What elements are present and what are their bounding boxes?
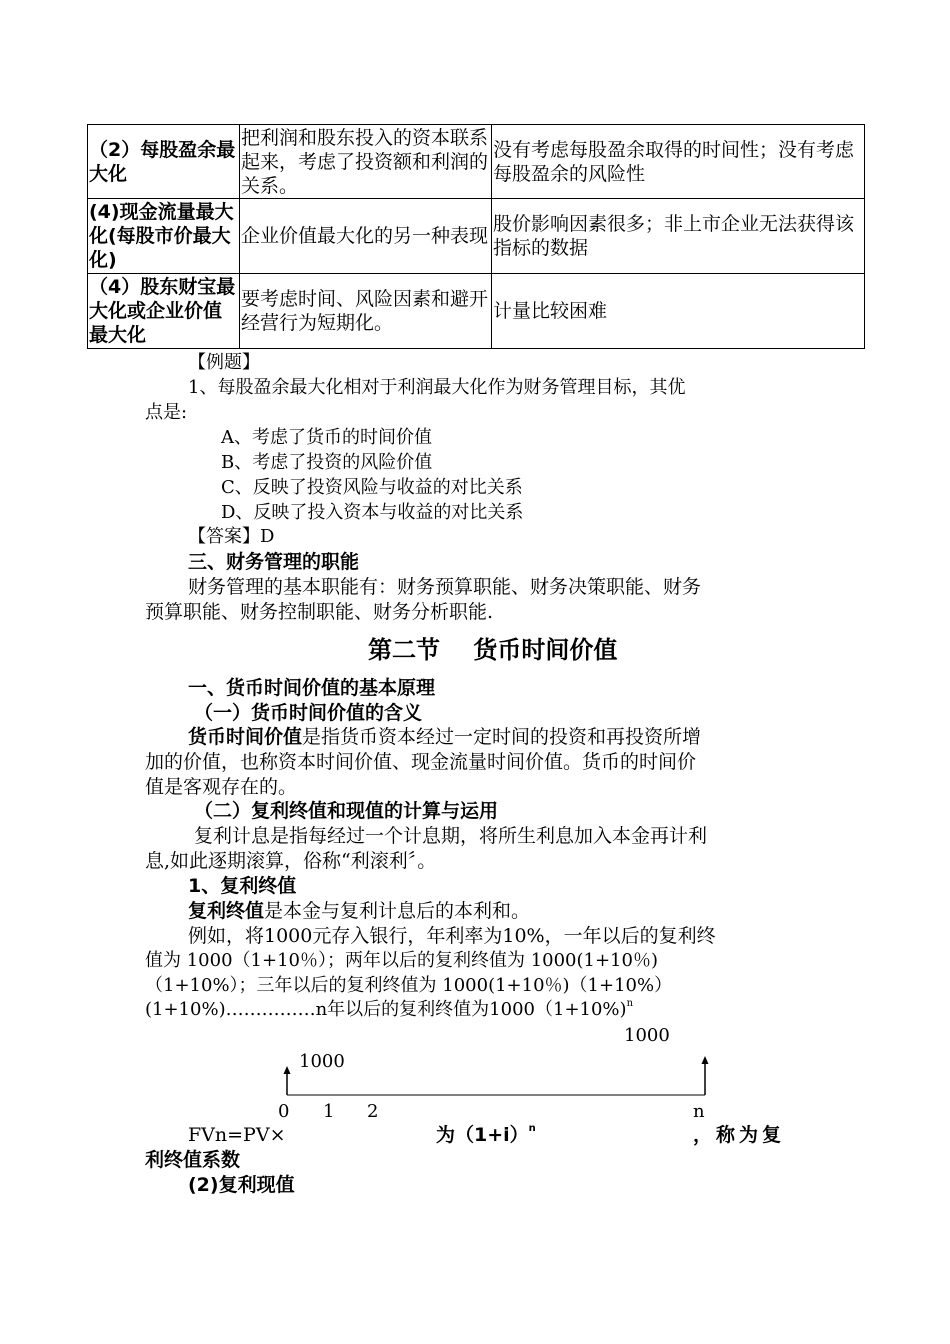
- paragraph-line: 值是客观存在的。: [145, 776, 298, 798]
- definition-text: 是指货币资本经过一定时间的投资和再投资所增: [302, 726, 702, 748]
- paragraph-line: 财务管理的基本职能有：财务预算职能、财务决策职能、财务: [188, 576, 702, 598]
- goal-cell: (4)现金流量最大化(每股市价最大化): [88, 199, 240, 274]
- paragraph-text: (1+10%)……………n年以后的复利终值为1000（1+10%): [145, 999, 627, 1020]
- goal-cell: （2）每股盈余最大化: [88, 125, 240, 199]
- timeline-diagram: [270, 1050, 720, 1110]
- drawback-cell: 没有考虑每股盈余取得的时间性；没有考虑每股盈余的风险性: [492, 125, 865, 199]
- section-heading: 一、货币时间价值的基本原理: [188, 677, 436, 699]
- arrow-head-icon: [284, 1066, 291, 1074]
- paragraph-line: （1+10%）；三年以后的复利终值为 1000(1+10％)（1+10%）: [145, 975, 673, 996]
- option-b: B、考虑了投资的风险价值: [221, 452, 433, 473]
- definition-term: 复利终值: [188, 900, 265, 922]
- drawback-cell: 股价影响因素很多；非上市企业无法获得该指标的数据: [492, 199, 865, 274]
- definition-line: [188, 902, 530, 921]
- example-question-cont: 点是:: [145, 402, 188, 423]
- definition-line: [188, 728, 701, 747]
- chapter-title: 第二节 货币时间价值: [368, 636, 618, 664]
- formula-middle: [436, 1123, 536, 1146]
- exponent: n: [626, 998, 634, 1009]
- timeline-tick-label: 0: [278, 1101, 290, 1122]
- paragraph-line: 息,如此逐期滚算，俗称“利滚利〞。: [145, 850, 437, 872]
- exponent: n: [528, 1123, 536, 1134]
- option-a: A、考虑了货币的时间价值: [221, 427, 432, 448]
- merit-cell: 要考虑时间、风险因素和避开经营行为短期化。: [240, 274, 492, 349]
- paragraph-line: 值为 1000（1+10％）；两年以后的复利终值为 1000(1+10％): [145, 950, 658, 971]
- formula-text: 为（1+i）: [436, 1124, 529, 1146]
- table-row: [88, 199, 865, 274]
- paragraph-line: 加的价值，也称资本时间价值、现金流量时间价值。货币的时间价: [145, 751, 697, 773]
- timeline-tick-label: 1: [323, 1101, 335, 1122]
- formula-continuation: 利终值系数: [145, 1149, 241, 1171]
- paragraph-line: [145, 998, 634, 1020]
- timeline-right-amount: 1000: [624, 1025, 670, 1046]
- paragraph-line: 例如，将1000元存入银行，年利率为10%，一年以后的复利终: [188, 925, 716, 947]
- merit-cell: 企业价值最大化的另一种表现: [240, 199, 492, 274]
- formula-right: ，称为复: [693, 1124, 786, 1146]
- paragraph-line: 预算职能、财务控制职能、财务分析职能.: [145, 601, 494, 623]
- option-c: C、反映了投资风险与收益的对比关系: [221, 477, 523, 498]
- subsection-heading: (2)复利现值: [188, 1174, 295, 1196]
- goal-cell: （4）股东财宝最大化或企业价值最大化: [88, 274, 240, 349]
- section-heading: 三、财务管理的职能: [188, 551, 360, 573]
- merit-cell: 把利润和股东投入的资本联系起来，考虑了投资额和利润的关系。: [240, 125, 492, 199]
- definition-term: 货币时间价值: [188, 726, 303, 748]
- definition-text: 是本金与复利计息后的本利和。: [264, 900, 531, 922]
- timeline-left-amount: 1000: [299, 1051, 345, 1072]
- arrow-head-icon: [702, 1056, 709, 1064]
- answer: 【答案】D: [188, 526, 275, 547]
- formula-left: FVn=PV×: [188, 1124, 286, 1146]
- example-label: 【例题】: [188, 352, 260, 373]
- example-question: 1、每股盈余最大化相对于利润最大化作为财务管理目标，其优: [188, 377, 686, 398]
- subsection-heading: （一）货币时间价值的含义: [194, 702, 423, 724]
- financial-goals-table: [87, 124, 865, 349]
- table-row: [88, 125, 865, 199]
- timeline-tick-label: n: [693, 1101, 705, 1122]
- subsection-heading: （二）复利终值和现值的计算与运用: [194, 800, 499, 822]
- drawback-cell: 计量比较困难: [492, 274, 865, 349]
- option-d: D、反映了投入资本与收益的对比关系: [221, 502, 524, 523]
- table-row: [88, 274, 865, 349]
- subsection-heading: 1、复利终值: [188, 875, 297, 897]
- timeline-tick-label: 2: [367, 1101, 379, 1122]
- paragraph-line: 复利计息是指每经过一个计息期，将所生利息加入本金再计利: [194, 825, 708, 847]
